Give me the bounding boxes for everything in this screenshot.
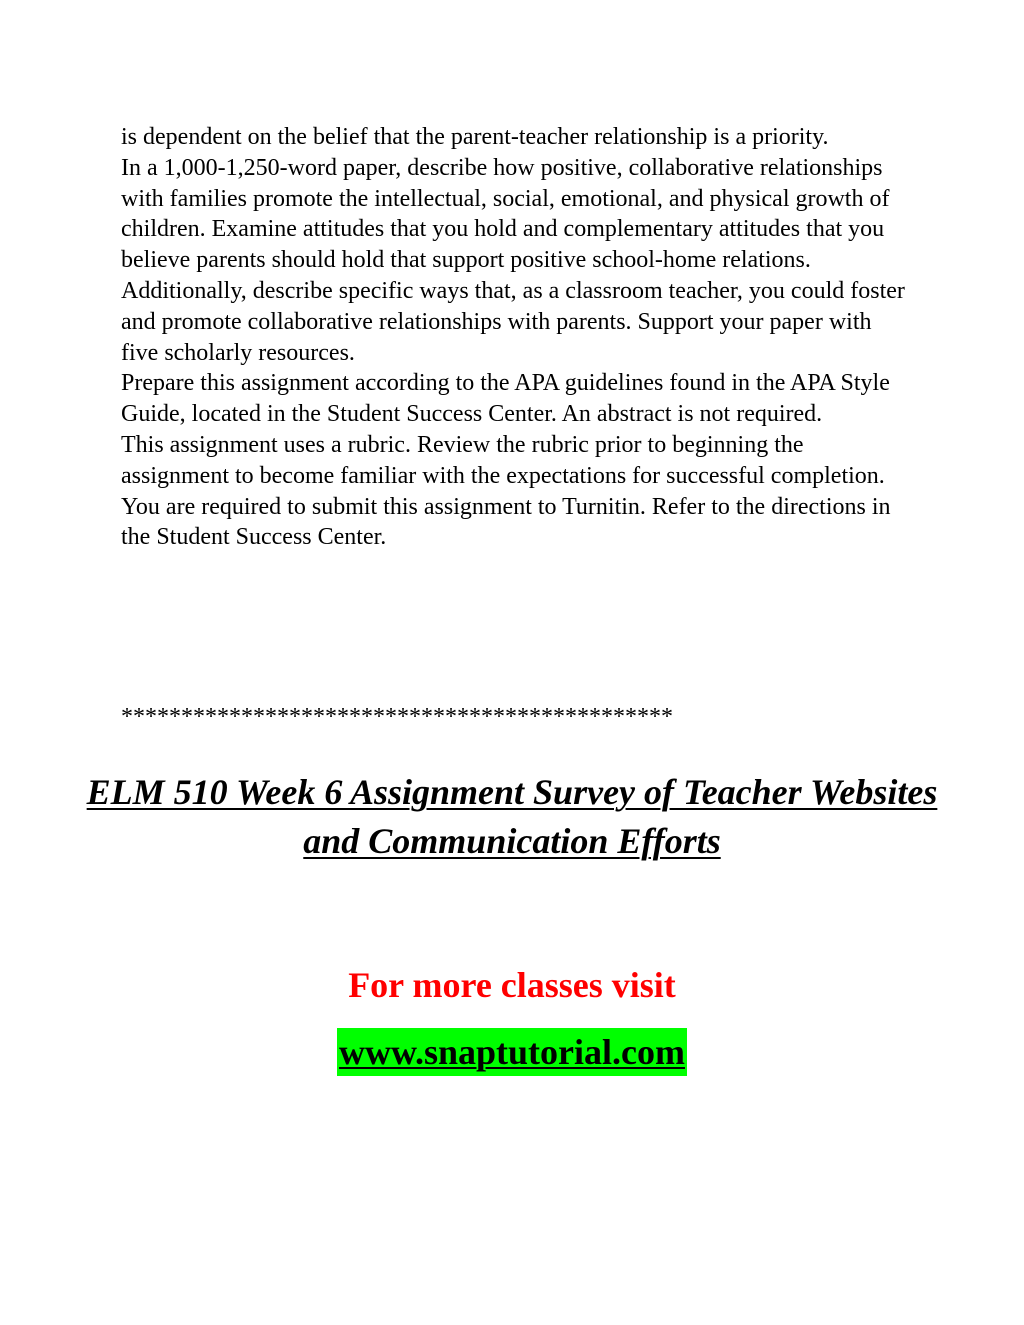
assignment-description <box>121 122 911 553</box>
asterisk-separator: ********************************************** <box>121 704 673 730</box>
website-container <box>0 1028 1024 1076</box>
website-link[interactable]: www.snaptutorial.com <box>337 1028 687 1076</box>
paragraph-rubric: This assignment uses a rubric. Review the rubric prior to beginning the assignment to become familiar with the expectations for successful completion. <box>121 431 885 489</box>
assignment-title: ELM 510 Week 6 Assignment Survey of Teacher Websites and Communication Efforts <box>86 772 938 861</box>
paragraph-turnitin: You are required to submit this assignment to Turnitin. Refer to the directions in the Student Success Center. <box>121 493 891 551</box>
paragraph-intro: is dependent on the belief that the parent-teacher relationship is a priority. <box>121 124 829 150</box>
paragraph-apa-guidelines: Prepare this assignment according to the APA guidelines found in the APA Style Guide, located in the Student Success Center. An abstract is not required. <box>121 370 890 428</box>
paragraph-requirements: In a 1,000-1,250-word paper, describe how positive, collaborative relationships with families promote the intellectual, social, emotional, and physical growth of children. Examine attitudes that you hold and complementary attitudes that you believe parents should hold that support positive school-home relations. Additionally, describe specific ways that, as a classroom teacher, you could foster and promote collaborative relationships with parents. Support your paper with five scholarly resources. <box>121 154 905 366</box>
promo-text: For more classes visit <box>348 965 676 1005</box>
